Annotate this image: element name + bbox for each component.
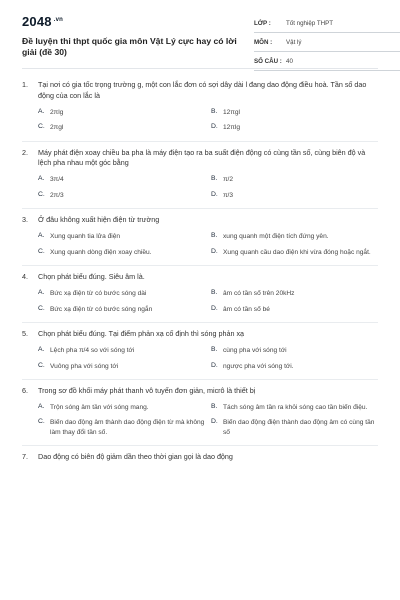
option-b[interactable] <box>211 403 378 413</box>
option-text: Vuông pha với sóng tới <box>50 362 119 370</box>
option-c[interactable] <box>38 248 205 258</box>
option-text: 12πlg <box>223 124 241 132</box>
question-text: Chọn phát biểu đúng. Tại điểm phản xạ cố định thì sóng phản xạ <box>38 329 245 339</box>
option-text: Trộn sóng âm tần với sóng mang. <box>50 403 149 411</box>
options <box>38 403 378 438</box>
option-b[interactable] <box>211 289 378 299</box>
option-c[interactable] <box>38 362 205 372</box>
option-c[interactable] <box>38 191 205 201</box>
option-letter: A. <box>38 345 45 353</box>
option-text: Xung quanh cầu dao điện khi vừa đóng hoặc ngắt. <box>223 248 371 256</box>
meta-row-lop <box>254 14 400 33</box>
question-number: 6. <box>22 386 28 396</box>
option-text: Bức xạ điện từ có bước sóng ngắn <box>50 305 153 313</box>
option-letter: B. <box>211 232 218 240</box>
header-divider <box>22 68 378 69</box>
option-letter: C. <box>38 123 45 131</box>
option-letter: A. <box>38 402 45 410</box>
option-c[interactable] <box>38 305 205 315</box>
option-letter: A. <box>38 107 45 115</box>
option-a[interactable] <box>38 403 205 413</box>
header <box>22 10 382 90</box>
question <box>22 142 378 201</box>
option-d[interactable] <box>211 305 378 315</box>
option-text: Bức xạ điện từ có bước sóng dài <box>50 290 147 298</box>
option-a[interactable] <box>38 108 205 118</box>
option-d[interactable] <box>211 123 378 133</box>
option-letter: A. <box>38 175 45 183</box>
question-number: 7. <box>22 452 28 462</box>
option-a[interactable] <box>38 232 205 242</box>
option-text: 2πgl <box>50 124 64 132</box>
option-letter: C. <box>38 190 45 198</box>
question-number: 2. <box>22 147 28 157</box>
logo-suffix: .vn <box>53 16 64 23</box>
question-number: 1. <box>22 80 28 89</box>
meta-value-lop: Tốt nghiệp THPT <box>286 19 334 27</box>
question <box>22 446 378 463</box>
question-list <box>0 80 400 463</box>
meta-label-socau: SỐ CÂU : <box>254 57 282 65</box>
option-a[interactable] <box>38 289 205 299</box>
option-letter: C. <box>38 361 45 369</box>
option-b[interactable] <box>211 232 378 242</box>
option-text: 3π/4 <box>50 176 64 184</box>
option-letter: D. <box>211 361 218 369</box>
question-text: Dao động có biên độ giảm dần theo thời gian gọi là dao động <box>38 452 233 462</box>
option-letter: D. <box>211 418 218 426</box>
question-text: Chọn phát biểu đúng. Siêu âm là. <box>38 272 145 282</box>
option-d[interactable] <box>211 248 378 258</box>
option-letter: C. <box>38 247 45 255</box>
option-letter: C. <box>38 304 45 312</box>
option-text: 2π/3 <box>50 191 64 199</box>
option-letter: D. <box>211 304 218 312</box>
option-letter: C. <box>38 418 45 426</box>
question <box>22 209 378 257</box>
option-a[interactable] <box>38 346 205 356</box>
meta-label-mon: MÔN : <box>254 38 273 46</box>
question <box>22 323 378 371</box>
options <box>38 289 378 314</box>
question-text: Ở đâu không xuất hiện điện từ trường <box>38 215 160 225</box>
option-letter: B. <box>211 107 218 115</box>
options <box>38 232 378 257</box>
option-text: Lệch pha π/4 so với sóng tới <box>50 346 135 354</box>
option-letter: B. <box>211 289 218 297</box>
exam-title: Đề luyện thi thpt quốc gia môn Vật Lý cực hay có lời giải (đề 30) <box>22 36 237 57</box>
option-text: Tách sóng âm tần ra khỏi sóng cao tần biến điệu. <box>223 403 368 411</box>
question-text: Trong sơ đồ khối máy phát thanh vô tuyến đơn giản, micrô là thiết bị <box>38 386 256 396</box>
option-c[interactable] <box>38 123 205 133</box>
option-text: π/3 <box>223 191 234 199</box>
option-text: Xung quanh tia lửa điện <box>50 233 121 241</box>
option-b[interactable] <box>211 175 378 185</box>
option-text: âm có tần số trên 20kHz <box>223 290 295 298</box>
option-text: 12πgl <box>223 108 241 116</box>
option-text: ngược pha với sóng tới. <box>223 362 294 370</box>
meta-label-lop: LỚP : <box>254 19 271 27</box>
option-d[interactable] <box>211 191 378 201</box>
option-text: xung quanh một điện tích đứng yên. <box>223 233 329 241</box>
meta-row-mon <box>254 33 400 52</box>
options <box>38 175 378 200</box>
question-text: Máy phát điện xoay chiều ba pha là máy điện tạo ra ba suất điện động có cùng tần số, cùng biên độ và lệch pha nhau một góc bằng <box>38 147 366 168</box>
option-text: 2πlg <box>50 108 64 116</box>
option-text: âm có tần số bé <box>223 305 270 313</box>
question <box>22 80 378 133</box>
question-number: 4. <box>22 272 28 282</box>
option-letter: D. <box>211 247 218 255</box>
option-b[interactable] <box>211 108 378 118</box>
option-d[interactable] <box>211 418 378 437</box>
options <box>38 346 378 371</box>
option-letter: A. <box>38 232 45 240</box>
option-letter: A. <box>38 289 45 297</box>
option-a[interactable] <box>38 175 205 185</box>
site-logo[interactable] <box>22 14 63 29</box>
option-c[interactable] <box>38 418 205 437</box>
option-text: cùng pha với sóng tới <box>223 346 287 354</box>
logo-main: 2048 <box>22 14 52 29</box>
question <box>22 380 378 437</box>
question-number: 3. <box>22 215 28 225</box>
option-text: Xung quanh dòng điện xoay chiều. <box>50 248 152 256</box>
option-text: Biến dao động âm thành dao động điện từ mà không làm thay đổi tần số. <box>50 419 205 436</box>
meta-value-socau: 40 <box>286 57 293 65</box>
option-d[interactable] <box>211 362 378 372</box>
option-b[interactable] <box>211 346 378 356</box>
option-letter: B. <box>211 345 218 353</box>
exam-meta <box>254 14 400 71</box>
question <box>22 266 378 314</box>
meta-value-mon: Vật lý <box>286 38 302 46</box>
options <box>38 108 378 133</box>
option-letter: D. <box>211 123 218 131</box>
option-letter: B. <box>211 402 218 410</box>
question-text: Tại nơi có gia tốc trọng trường g, một con lắc đơn có sợi dây dài l đang dao động điều hoà. Tần số dao động của con lắc là <box>38 80 367 100</box>
option-text: Biến dao động điện thành dao động âm có cùng tần số <box>223 419 375 436</box>
option-letter: D. <box>211 190 218 198</box>
option-text: π/2 <box>223 176 234 184</box>
option-letter: B. <box>211 175 218 183</box>
question-number: 5. <box>22 329 28 339</box>
